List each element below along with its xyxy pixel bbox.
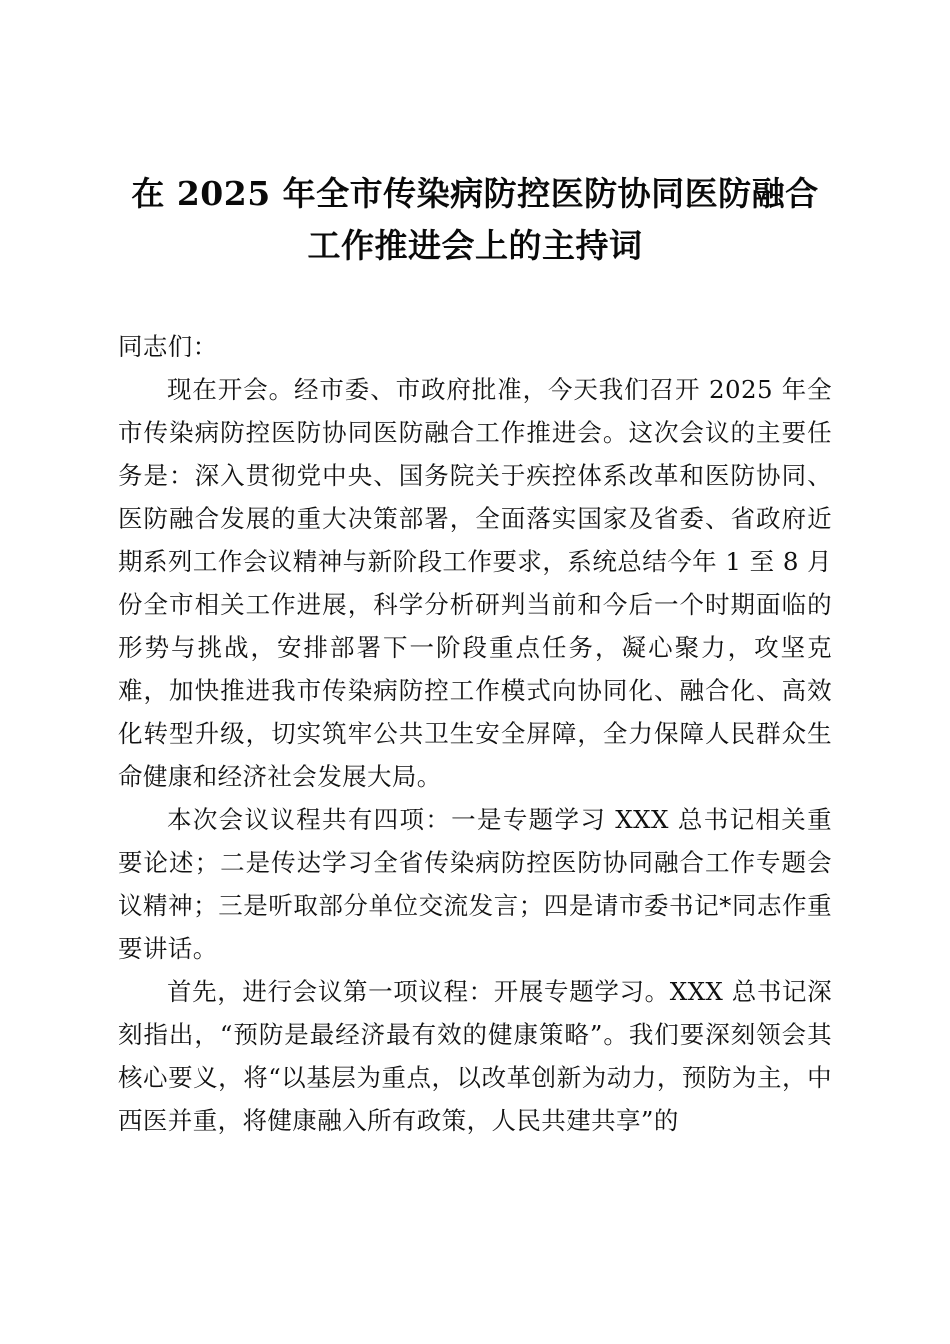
body-paragraph-3: 首先，进行会议第一项议程：开展专题学习。XXX 总书记深刻指出，“预防是最经济最有效的健康策略”。我们要深刻领会其核心要义，将“以基层为重点，以改革创新为动力，预防为主，中西医并重，将健康融入所有政策，人民共建共享”的: [118, 977, 832, 1135]
salutation: 同志们：: [118, 332, 218, 361]
document-title: [118, 168, 832, 272]
document-title-line-1: 在 2025 年全市传染病防控医防协同医防融合: [131, 174, 819, 213]
body-paragraph-2: 本次会议议程共有四项：一是专题学习 XXX 总书记相关重要论述；二是传达学习全省传染病防控医防协同融合工作专题会议精神；三是听取部分单位交流发言；四是请市委书记*同志作重要讲话。: [118, 805, 832, 963]
document-title-line-2: 工作推进会上的主持词: [307, 226, 643, 265]
document-body: [118, 325, 832, 1142]
body-paragraph-1: 现在开会。经市委、市政府批准，今天我们召开 2025 年全市传染病防控医防协同医防融合工作推进会。这次会议的主要任务是：深入贯彻党中央、国务院关于疾控体系改革和医防协同、医防融合发展的重大决策部署，全面落实国家及省委、省政府近期系列工作会议精神与新阶段工作要求，系统总结今年 1 至 8 月份全市相关工作进展，科学分析研判当前和今后一个时期面临的形势与挑战，安排部署下一阶段重点任务，凝心聚力，攻坚克难，加快推进我市传染病防控工作模式向协同化、融合化、高效化转型升级，切实筑牢公共卫生安全屏障，全力保障人民群众生命健康和经济社会发展大局。: [118, 375, 832, 791]
